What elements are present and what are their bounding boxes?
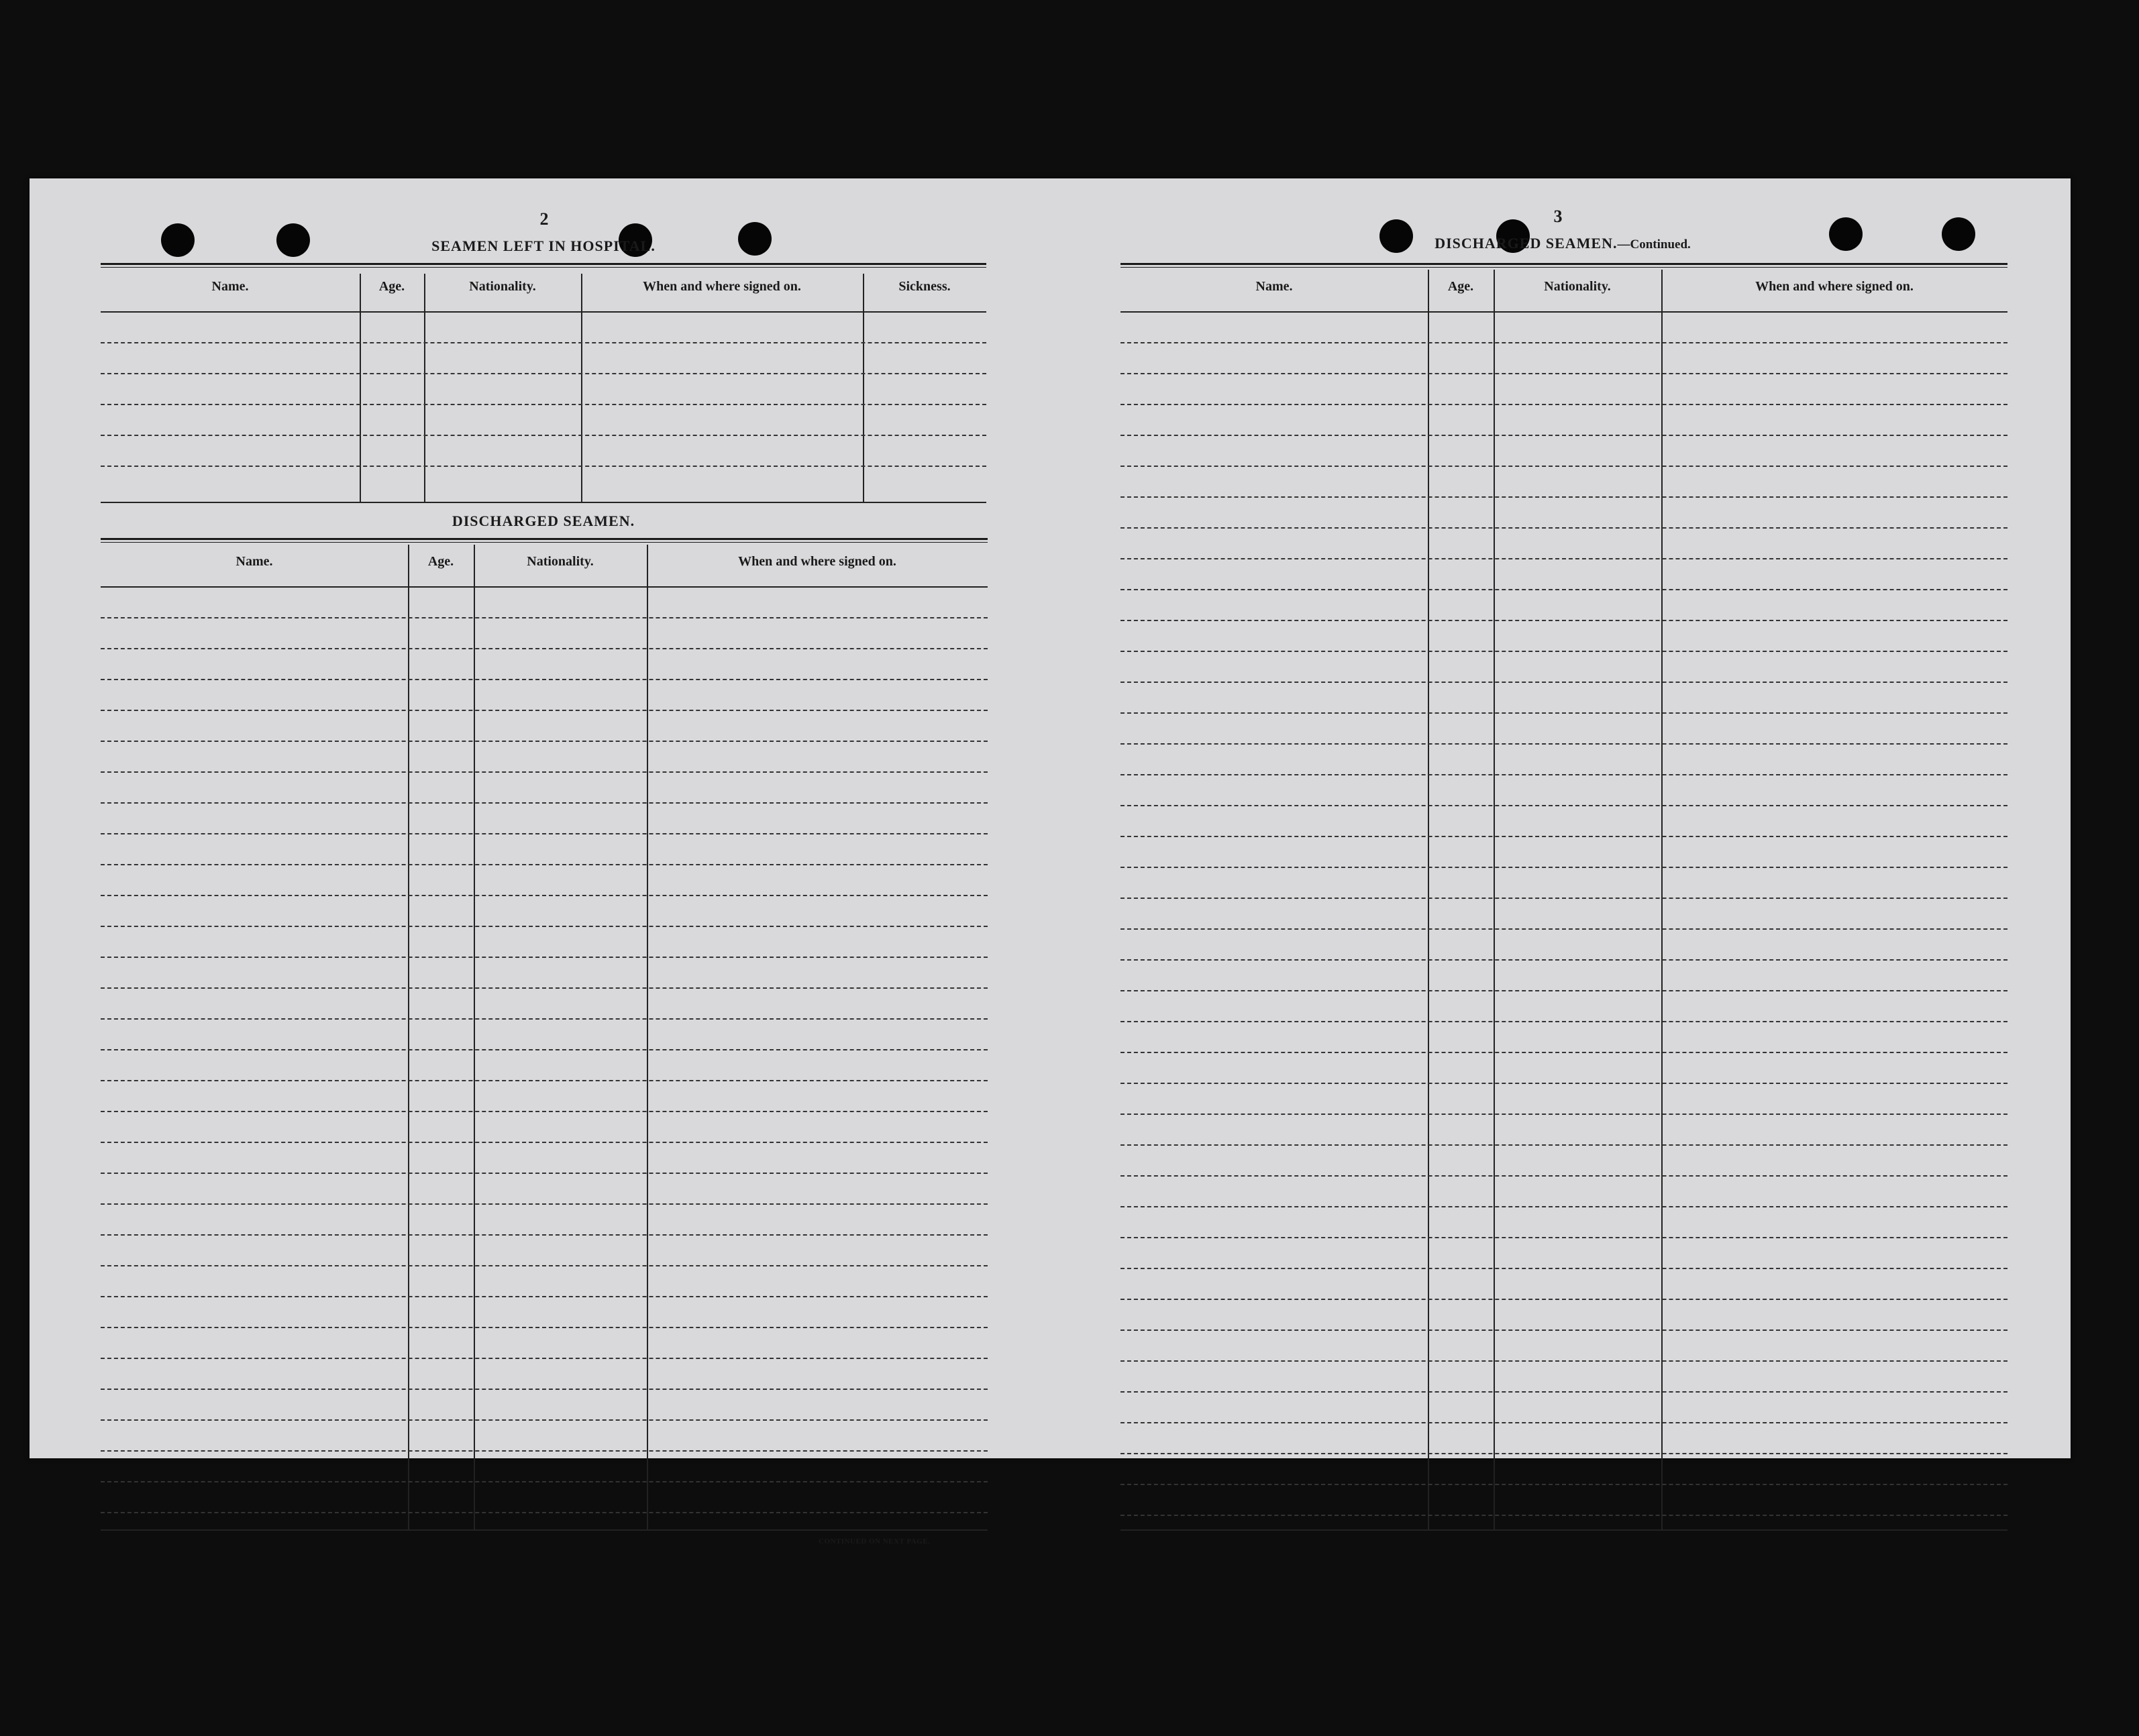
col-header-name: Name. (236, 554, 273, 569)
table-bottom-rule (1120, 1529, 2007, 1531)
col-header-age: Age. (427, 554, 454, 569)
entry-line (1120, 466, 2007, 467)
col-header-signed-on: When and where signed on. (643, 279, 801, 294)
title-rule (1120, 263, 2007, 265)
entry-line (1120, 928, 2007, 930)
column-divider (474, 545, 475, 1529)
entry-line (1120, 1299, 2007, 1300)
col-header-age: Age. (378, 279, 405, 294)
title-rule (101, 263, 986, 265)
entry-line (1120, 1114, 2007, 1115)
punch-hole (1942, 217, 1975, 251)
punch-hole (161, 223, 195, 257)
entry-line (101, 1512, 988, 1513)
entry-line (1120, 651, 2007, 652)
entry-line (101, 1296, 988, 1297)
entry-line (101, 895, 988, 896)
section-title-discharged: DISCHARGED SEAMEN. (452, 512, 635, 529)
entry-line (1120, 805, 2007, 806)
entry-line (1120, 1175, 2007, 1177)
entry-line (1120, 496, 2007, 498)
entry-line (101, 1265, 988, 1266)
entry-line (1120, 1422, 2007, 1423)
col-header-name: Name. (1255, 279, 1293, 294)
entry-line (101, 1173, 988, 1174)
entry-line (1120, 1206, 2007, 1207)
entry-line (101, 1389, 988, 1390)
entry-line (1120, 774, 2007, 775)
entry-line (1120, 435, 2007, 436)
entry-line (1120, 1330, 2007, 1331)
col-header-sickness: Sickness. (898, 279, 951, 294)
entry-line (101, 342, 986, 343)
entry-line (1120, 373, 2007, 374)
column-divider (360, 274, 361, 502)
entry-line (101, 1358, 988, 1359)
column-divider (647, 545, 648, 1529)
col-header-nationality: Nationality. (527, 554, 594, 569)
header-rule (1120, 311, 2007, 313)
col-header-signed-on: When and where signed on. (1755, 279, 1914, 294)
entry-line (101, 1049, 988, 1050)
column-divider (408, 545, 409, 1529)
header-rule (101, 586, 988, 588)
entry-line (101, 435, 986, 436)
entry-line (1120, 1484, 2007, 1485)
col-header-age: Age. (1447, 279, 1474, 294)
entry-line (1120, 990, 2007, 991)
table-bottom-rule (101, 502, 986, 503)
entry-line (1120, 1052, 2007, 1053)
column-divider (863, 274, 864, 502)
entry-line (1120, 836, 2007, 837)
entry-line (1120, 404, 2007, 405)
entry-line (101, 987, 988, 989)
entry-line (1120, 589, 2007, 590)
entry-line (1120, 959, 2007, 961)
col-header-name: Name. (211, 279, 249, 294)
entry-line (1120, 1515, 2007, 1516)
entry-line (101, 1327, 988, 1328)
page-number: 2 (539, 209, 549, 229)
punch-hole (1829, 217, 1863, 251)
entry-line (101, 802, 988, 804)
entry-line (1120, 1391, 2007, 1393)
entry-line (101, 679, 988, 680)
entry-line (1120, 558, 2007, 559)
entry-line (1120, 342, 2007, 343)
entry-line (1120, 527, 2007, 529)
entry-line (1120, 1237, 2007, 1238)
section-title-hospital: SEAMEN LEFT IN HOSPITAL. (431, 237, 656, 254)
punch-hole (276, 223, 310, 257)
section-title-text: DISCHARGED SEAMEN. (1434, 235, 1618, 252)
header-rule (101, 311, 986, 313)
entry-line (1120, 1083, 2007, 1084)
entry-line (1120, 682, 2007, 683)
page-number: 3 (1553, 207, 1563, 226)
column-divider (1494, 270, 1495, 1529)
col-header-nationality: Nationality. (1544, 279, 1611, 294)
entry-line (101, 1111, 988, 1112)
col-header-signed-on: When and where signed on. (738, 554, 896, 569)
entry-line (101, 617, 988, 618)
entry-line (101, 1419, 988, 1421)
table-bottom-rule (101, 1529, 988, 1531)
entry-line (101, 1481, 988, 1482)
entry-line (1120, 1144, 2007, 1146)
entry-line (101, 1080, 988, 1081)
entry-line (101, 1450, 988, 1452)
continued-suffix: —Continued. (1617, 237, 1691, 252)
entry-line (101, 926, 988, 927)
entry-line (1120, 1021, 2007, 1022)
form-sheet (30, 178, 2071, 1545)
entry-line (1120, 1453, 2007, 1454)
entry-line (101, 404, 986, 405)
entry-line (101, 1018, 988, 1020)
entry-line (101, 1203, 988, 1205)
punch-hole (1379, 219, 1413, 253)
column-divider (424, 274, 425, 502)
section-title-discharged-continued (1418, 235, 1707, 252)
entry-line (101, 957, 988, 958)
entry-line (101, 466, 986, 467)
entry-line (101, 1234, 988, 1236)
entry-line (101, 864, 988, 865)
column-divider (1661, 270, 1663, 1529)
entry-line (1120, 898, 2007, 899)
entry-line (101, 373, 986, 374)
entry-line (101, 648, 988, 649)
col-header-nationality: Nationality. (469, 279, 536, 294)
entry-line (101, 741, 988, 742)
continued-note: CONTINUED ON NEXT PAGE. (819, 1537, 931, 1545)
entry-line (101, 771, 988, 773)
entry-line (1120, 620, 2007, 621)
entry-line (101, 833, 988, 834)
column-divider (1428, 270, 1429, 1529)
entry-line (1120, 867, 2007, 868)
entry-line (101, 1142, 988, 1143)
column-divider (581, 274, 582, 502)
title-rule (101, 538, 988, 540)
entry-line (1120, 712, 2007, 714)
entry-line (1120, 743, 2007, 745)
entry-line (1120, 1360, 2007, 1362)
entry-line (101, 710, 988, 711)
entry-line (1120, 1268, 2007, 1269)
punch-hole (738, 222, 772, 256)
